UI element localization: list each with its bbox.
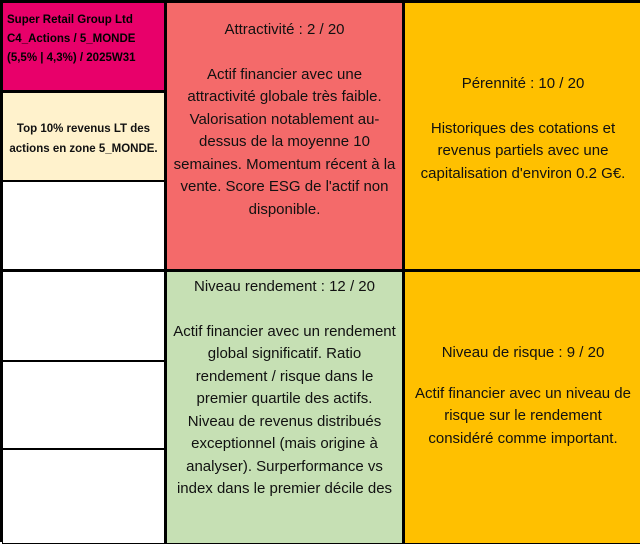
perennite-title: Pérennité : 10 / 20 (461, 75, 585, 92)
empty-cell-2 (2, 270, 166, 361)
ranking-text: Top 10% revenus LT des actions en zone 5_MONDE. (9, 123, 158, 155)
asset-stats: (5,5% | 4,3%) / 2025W31 (7, 52, 136, 64)
asset-header-cell (2, 2, 166, 91)
empty-cell-1 (2, 181, 166, 270)
empty-cell-4 (2, 449, 166, 544)
attractivite-cell (166, 2, 404, 270)
perennite-body: Historiques des cotations et revenus partiels avec une capitalisation d'environ 0.2 G€. (420, 119, 626, 182)
risque-cell (404, 270, 640, 544)
rendement-cell (166, 270, 404, 544)
risque-body: Actif financier avec un niveau de risque sur le rendement considéré comme important. (415, 384, 631, 447)
rendement-body: Actif financier avec un rendement global significatif. Ratio rendement / risque dans le premier quartile des actifs. Niveau de revenus distribués exceptionnel (mais origine à analyser). Surperformance vs index dans le premier décile des (173, 322, 396, 497)
attractivite-body: Actif financier avec une attractivité globale très faible. Valorisation notablement au-dessus de la moyenne 10 semaines. Momentum récent à la vente. Score ESG de l'actif non disponible. (173, 65, 396, 218)
risque-title: Niveau de risque : 9 / 20 (441, 344, 605, 361)
company-name: Super Retail Group Ltd (7, 14, 133, 26)
rendement-title: Niveau rendement : 12 / 20 (194, 278, 375, 295)
attractivite-title: Attractivité : 2 / 20 (224, 21, 345, 38)
perennite-cell (404, 2, 640, 270)
empty-cell-3 (2, 361, 166, 449)
ranking-cell (2, 91, 166, 181)
asset-category: C4_Actions / 5_MONDE (7, 33, 136, 45)
